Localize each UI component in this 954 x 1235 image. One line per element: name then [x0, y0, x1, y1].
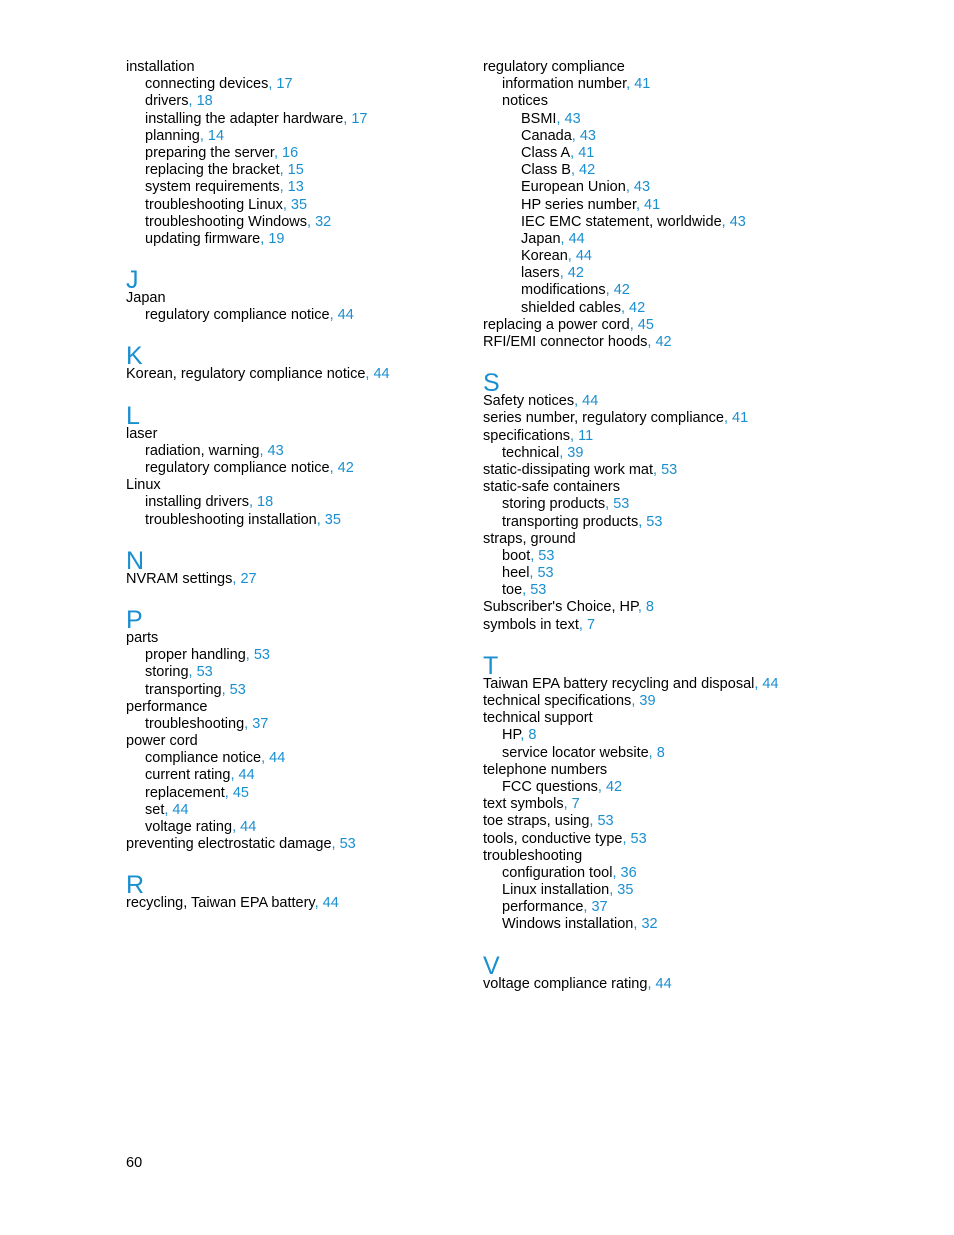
index-term: connecting devices — [145, 76, 269, 93]
page-separator: , — [653, 461, 662, 478]
index-term: storing — [145, 664, 189, 681]
index-entry — [483, 428, 903, 445]
index-term: transporting products — [502, 513, 639, 530]
index-term: replacing a power cord — [483, 316, 630, 333]
page-separator: , — [605, 282, 614, 299]
index-term: regulatory compliance notice — [145, 460, 330, 476]
page-link[interactable]: 44 — [568, 230, 585, 247]
index-term: updating firmware — [145, 230, 261, 247]
index-term: Korean, regulatory compliance notice — [126, 366, 366, 383]
page-link[interactable]: 53 — [597, 813, 614, 830]
page-link[interactable]: 44 — [655, 975, 672, 992]
index-term: heel — [502, 565, 530, 582]
index-term: RFI/EMI connector hoods — [483, 334, 648, 350]
page-link[interactable]: 53 — [530, 582, 547, 599]
index-entry — [483, 882, 903, 899]
page-separator: , — [244, 715, 253, 732]
page-link[interactable]: 44 — [373, 366, 390, 383]
page-separator: , — [633, 916, 642, 933]
index-term: straps, ground — [483, 530, 576, 547]
page-separator: , — [559, 265, 568, 282]
page-link[interactable]: 27 — [240, 570, 257, 587]
page-separator: , — [563, 796, 572, 813]
page-link[interactable]: 32 — [315, 213, 332, 230]
page-link[interactable]: 43 — [633, 179, 651, 196]
page-link[interactable]: 53 — [538, 547, 555, 564]
index-entry — [483, 496, 903, 513]
page-separator: , — [574, 393, 583, 410]
page-separator: , — [248, 494, 258, 511]
page-separator: , — [589, 813, 598, 830]
index-term: text symbols — [483, 796, 564, 813]
index-term: troubleshooting installation — [145, 511, 317, 528]
index-term: lasers — [521, 265, 560, 282]
index-term: telephone numbers — [483, 761, 608, 778]
index-letter-p: P — [126, 605, 143, 634]
page-separator: , — [261, 750, 270, 767]
index-term: modifications — [521, 282, 606, 299]
page-link[interactable]: 44 — [172, 801, 189, 818]
index-entry — [483, 59, 903, 76]
index-term: series number, regulatory compliance — [483, 410, 724, 427]
page-separator: , — [522, 582, 531, 599]
page-link[interactable]: 53 — [661, 461, 678, 478]
index-term: transporting — [145, 681, 222, 698]
index-entry — [483, 565, 903, 582]
page-link[interactable]: 19 — [268, 230, 285, 247]
page-link[interactable]: 8 — [528, 727, 537, 744]
index-term: compliance notice — [145, 750, 262, 767]
page-link[interactable]: 43 — [729, 213, 746, 230]
page-separator: , — [631, 693, 640, 709]
index-term: Linux installation — [502, 882, 610, 899]
index-term: set — [145, 801, 165, 818]
index-term: Safety notices — [483, 393, 575, 410]
index-entry — [483, 727, 903, 744]
page-separator: , — [560, 230, 569, 247]
index-term: European Union — [521, 179, 626, 196]
page-separator: , — [637, 599, 646, 616]
index-term: troubleshooting — [483, 847, 583, 864]
index-entry — [483, 145, 903, 162]
page-separator: , — [612, 864, 621, 881]
index-entry — [483, 231, 903, 248]
page-link[interactable]: 43 — [579, 127, 596, 144]
page-separator: , — [199, 127, 208, 144]
index-term: Japan — [126, 290, 166, 307]
index-term: troubleshooting Windows — [145, 213, 308, 230]
page-link[interactable]: 7 — [586, 616, 596, 633]
index-letter-j: J — [126, 266, 139, 295]
page-separator: , — [571, 127, 580, 144]
page-link[interactable]: 53 — [196, 664, 213, 681]
page-separator: , — [635, 196, 645, 213]
page-separator: , — [307, 213, 316, 230]
index-term: Class B — [521, 162, 571, 179]
index-term: installing drivers — [145, 494, 249, 511]
index-term: installing the adapter hardware — [145, 110, 344, 127]
page-separator: , — [570, 144, 579, 161]
index-term: configuration tool — [502, 864, 613, 881]
page-link[interactable]: 39 — [639, 693, 656, 709]
page-link[interactable]: 53 — [229, 681, 246, 698]
page-link[interactable]: 13 — [287, 179, 304, 196]
page-separator: , — [273, 144, 283, 161]
index-term: BSMI — [521, 110, 557, 127]
page-link[interactable]: 32 — [641, 916, 658, 933]
page-link[interactable]: 42 — [629, 299, 646, 316]
page-link[interactable]: 44 — [337, 307, 354, 324]
page-link[interactable]: 42 — [655, 334, 672, 350]
index-entry — [483, 111, 903, 128]
index-entry — [483, 445, 903, 462]
index-term: shielded cables — [521, 299, 621, 316]
index-entry — [483, 265, 903, 282]
page-separator: , — [224, 784, 233, 801]
page-link[interactable]: 53 — [537, 565, 554, 582]
page-separator: , — [647, 975, 656, 992]
index-entry — [483, 334, 903, 351]
page-separator: , — [556, 110, 565, 127]
page-link[interactable]: 53 — [613, 496, 630, 513]
page-link[interactable]: 39 — [567, 444, 584, 461]
index-term: technical — [502, 444, 560, 461]
page-link[interactable]: 16 — [282, 144, 299, 161]
index-entry — [483, 531, 903, 548]
index-term: laser — [126, 425, 158, 442]
index-term: Subscriber's Choice, HP — [483, 599, 638, 616]
index-term: storing products — [502, 496, 606, 513]
index-column-right — [483, 59, 903, 993]
index-entry — [483, 745, 903, 762]
index-entry — [483, 710, 903, 727]
page-link[interactable]: 35 — [617, 882, 634, 899]
page-link[interactable]: 42 — [337, 460, 354, 476]
index-entry — [483, 762, 903, 779]
index-term: technical support — [483, 710, 593, 727]
page-link[interactable]: 37 — [591, 899, 608, 916]
page-separator: , — [609, 882, 618, 899]
page-separator: , — [754, 675, 763, 692]
page-link[interactable]: 18 — [257, 494, 274, 511]
index-term: radiation, warning — [145, 442, 260, 459]
index-term: recycling, Taiwan EPA battery — [126, 895, 315, 912]
index-entry — [483, 179, 903, 196]
index-term: replacing the bracket — [145, 162, 280, 179]
index-term: Windows installation — [502, 916, 634, 933]
index-entry — [483, 300, 903, 317]
index-entry — [483, 410, 903, 427]
page-link[interactable]: 8 — [656, 744, 665, 761]
index-entry — [483, 848, 903, 865]
page-link[interactable]: 35 — [324, 511, 341, 528]
index-term: Korean — [521, 248, 568, 265]
page-link[interactable]: 44 — [322, 895, 339, 912]
index-term: installation — [126, 59, 195, 75]
page-separator: , — [259, 442, 268, 459]
index-term: Japan — [521, 230, 561, 247]
page-link[interactable]: 41 — [644, 196, 661, 213]
page-link[interactable]: 53 — [630, 830, 647, 847]
index-entry — [483, 214, 903, 231]
page-link[interactable]: 35 — [290, 196, 308, 213]
index-entry — [483, 76, 903, 93]
page-separator: , — [230, 767, 239, 784]
page-link[interactable]: 53 — [339, 836, 356, 853]
index-entry — [483, 162, 903, 179]
index-entry — [483, 514, 903, 531]
index-entry — [483, 248, 903, 265]
index-term: voltage compliance rating — [483, 975, 648, 992]
page-link[interactable]: 41 — [732, 410, 749, 427]
index-term: current rating — [145, 767, 231, 784]
page-link[interactable]: 18 — [196, 93, 213, 110]
index-entry — [483, 282, 903, 299]
page-separator: , — [279, 179, 288, 196]
page-link[interactable]: 44 — [238, 767, 255, 784]
index-letter-v: V — [483, 951, 500, 980]
page-link[interactable]: 11 — [578, 427, 594, 444]
page-separator: , — [188, 664, 197, 681]
page-link[interactable]: 14 — [207, 127, 225, 144]
page-link[interactable]: 37 — [252, 715, 269, 732]
page-separator: , — [279, 162, 288, 179]
index-term: replacement — [145, 784, 225, 801]
page-separator: , — [625, 179, 634, 196]
index-term: proper handling — [145, 647, 246, 664]
index-entry — [483, 899, 903, 916]
page-separator: , — [570, 427, 579, 444]
index-term: symbols in text — [483, 616, 579, 633]
index-letter-k: K — [126, 342, 143, 371]
page-link[interactable]: 44 — [575, 248, 592, 265]
page-separator: , — [221, 681, 230, 698]
page-link[interactable]: 8 — [645, 599, 654, 616]
index-term: performance — [502, 899, 584, 916]
page-link[interactable]: 7 — [571, 796, 580, 813]
index-term: NVRAM settings — [126, 570, 233, 587]
page-separator: , — [529, 565, 538, 582]
index-entry — [483, 779, 903, 796]
page-separator: , — [620, 299, 630, 316]
index-entry — [483, 93, 903, 110]
index-term: tools, conductive type — [483, 830, 623, 847]
page-link[interactable]: 44 — [269, 750, 286, 767]
index-term: service locator website — [502, 744, 649, 761]
index-term: static-safe containers — [483, 479, 621, 496]
page-link[interactable]: 36 — [620, 864, 637, 881]
index-term: information number — [502, 76, 627, 93]
page-separator: , — [331, 836, 340, 853]
index-entry — [483, 317, 903, 334]
page-separator: , — [648, 744, 657, 761]
page-link[interactable]: 44 — [240, 819, 257, 835]
index-entry — [483, 599, 903, 616]
index-letter-n: N — [126, 546, 145, 575]
index-entry — [483, 548, 903, 565]
page-separator: , — [329, 460, 338, 476]
index-entry — [483, 128, 903, 145]
page-separator: , — [520, 727, 529, 744]
page-separator: , — [530, 547, 539, 564]
page-separator: , — [570, 162, 580, 179]
index-term: voltage rating — [145, 819, 233, 835]
index-letter-s: S — [483, 369, 500, 398]
index-entry — [483, 197, 903, 214]
index-entry — [483, 813, 903, 830]
page-link[interactable]: 41 — [578, 144, 595, 161]
index-term: regulatory compliance — [483, 59, 625, 75]
index-term: boot — [502, 547, 531, 564]
index-term: toe straps, using — [483, 813, 590, 830]
index-term: parts — [126, 629, 159, 646]
index-entry — [483, 462, 903, 479]
index-entry — [483, 976, 903, 993]
index-entry — [483, 479, 903, 496]
page-link[interactable]: 45 — [637, 316, 654, 333]
index-term: static-dissipating work mat — [483, 461, 654, 478]
page-link[interactable]: 42 — [605, 778, 623, 795]
page-link[interactable]: 44 — [762, 675, 779, 692]
page-link[interactable]: 43 — [564, 110, 581, 127]
index-term: troubleshooting — [145, 715, 245, 732]
page-separator: , — [567, 248, 576, 265]
index-term: planning — [145, 127, 200, 144]
page-link[interactable]: 45 — [232, 784, 249, 801]
index-term: performance — [126, 698, 208, 715]
index-term: regulatory compliance notice — [145, 307, 330, 324]
page-separator: , — [638, 513, 647, 530]
page-link[interactable]: 15 — [287, 162, 304, 179]
page-separator: , — [626, 76, 635, 93]
page-separator: , — [268, 76, 277, 93]
index-letter-r: R — [126, 871, 145, 900]
index-entry — [483, 676, 903, 693]
index-term: HP — [502, 727, 521, 744]
index-term: power cord — [126, 733, 198, 750]
index-entry — [483, 393, 903, 410]
page-separator: , — [164, 801, 173, 818]
page-separator: , — [605, 496, 614, 513]
page-link[interactable]: 44 — [582, 393, 599, 410]
page-link[interactable]: 17 — [276, 76, 293, 93]
page-separator: , — [282, 196, 291, 213]
index-term: technical specifications — [483, 693, 632, 709]
index-term: toe — [502, 582, 523, 599]
page-separator: , — [629, 316, 638, 333]
page-separator: , — [622, 830, 631, 847]
page-link[interactable]: 17 — [351, 110, 368, 127]
index-term: troubleshooting Linux — [145, 196, 283, 213]
page-separator: , — [245, 647, 254, 664]
page-separator: , — [647, 334, 656, 350]
index-term: Canada — [521, 127, 572, 144]
index-entry — [483, 796, 903, 813]
index-entry — [483, 916, 903, 933]
index-term: preparing the server — [145, 144, 274, 161]
index-entry — [483, 865, 903, 882]
index-term: IEC EMC statement, worldwide — [521, 213, 722, 230]
page-link[interactable]: 41 — [634, 76, 651, 93]
index-entry — [483, 617, 903, 634]
index-letter-l: L — [126, 401, 140, 430]
page-separator: , — [723, 410, 733, 427]
page-separator: , — [329, 307, 338, 324]
page-link[interactable]: 42 — [579, 162, 596, 179]
page-separator: , — [343, 110, 352, 127]
page-link[interactable]: 42 — [567, 265, 584, 282]
page-link[interactable]: 42 — [613, 282, 630, 299]
page-separator: , — [583, 899, 592, 916]
index-term: drivers — [145, 93, 189, 110]
page-number: 60 — [126, 1155, 143, 1171]
page-separator: , — [365, 366, 374, 383]
page-link[interactable]: 43 — [267, 442, 284, 459]
index-term: Taiwan EPA battery recycling and disposal — [483, 675, 755, 692]
page-separator: , — [316, 511, 325, 528]
page-separator: , — [314, 895, 323, 912]
index-entry — [483, 831, 903, 848]
page-separator: , — [597, 778, 606, 795]
page-separator: , — [559, 444, 568, 461]
index-term: FCC questions — [502, 778, 598, 795]
page-separator: , — [232, 819, 241, 835]
page-link[interactable]: 53 — [253, 647, 270, 664]
index-term: notices — [502, 93, 548, 110]
page-link[interactable]: 53 — [646, 513, 663, 530]
index-term: Class A — [521, 144, 571, 161]
index-letter-t: T — [483, 651, 499, 680]
page-separator: , — [578, 616, 587, 633]
index-term: preventing electrostatic damage — [126, 836, 332, 853]
index-term: Linux — [126, 477, 161, 494]
page-separator: , — [260, 230, 269, 247]
index-entry — [483, 693, 903, 710]
index-entry — [483, 582, 903, 599]
index-term: system requirements — [145, 179, 280, 196]
page-separator: , — [188, 93, 197, 110]
index-term: specifications — [483, 427, 571, 444]
index-term: HP series number — [521, 196, 636, 213]
page-separator: , — [232, 570, 241, 587]
page-separator: , — [721, 213, 730, 230]
